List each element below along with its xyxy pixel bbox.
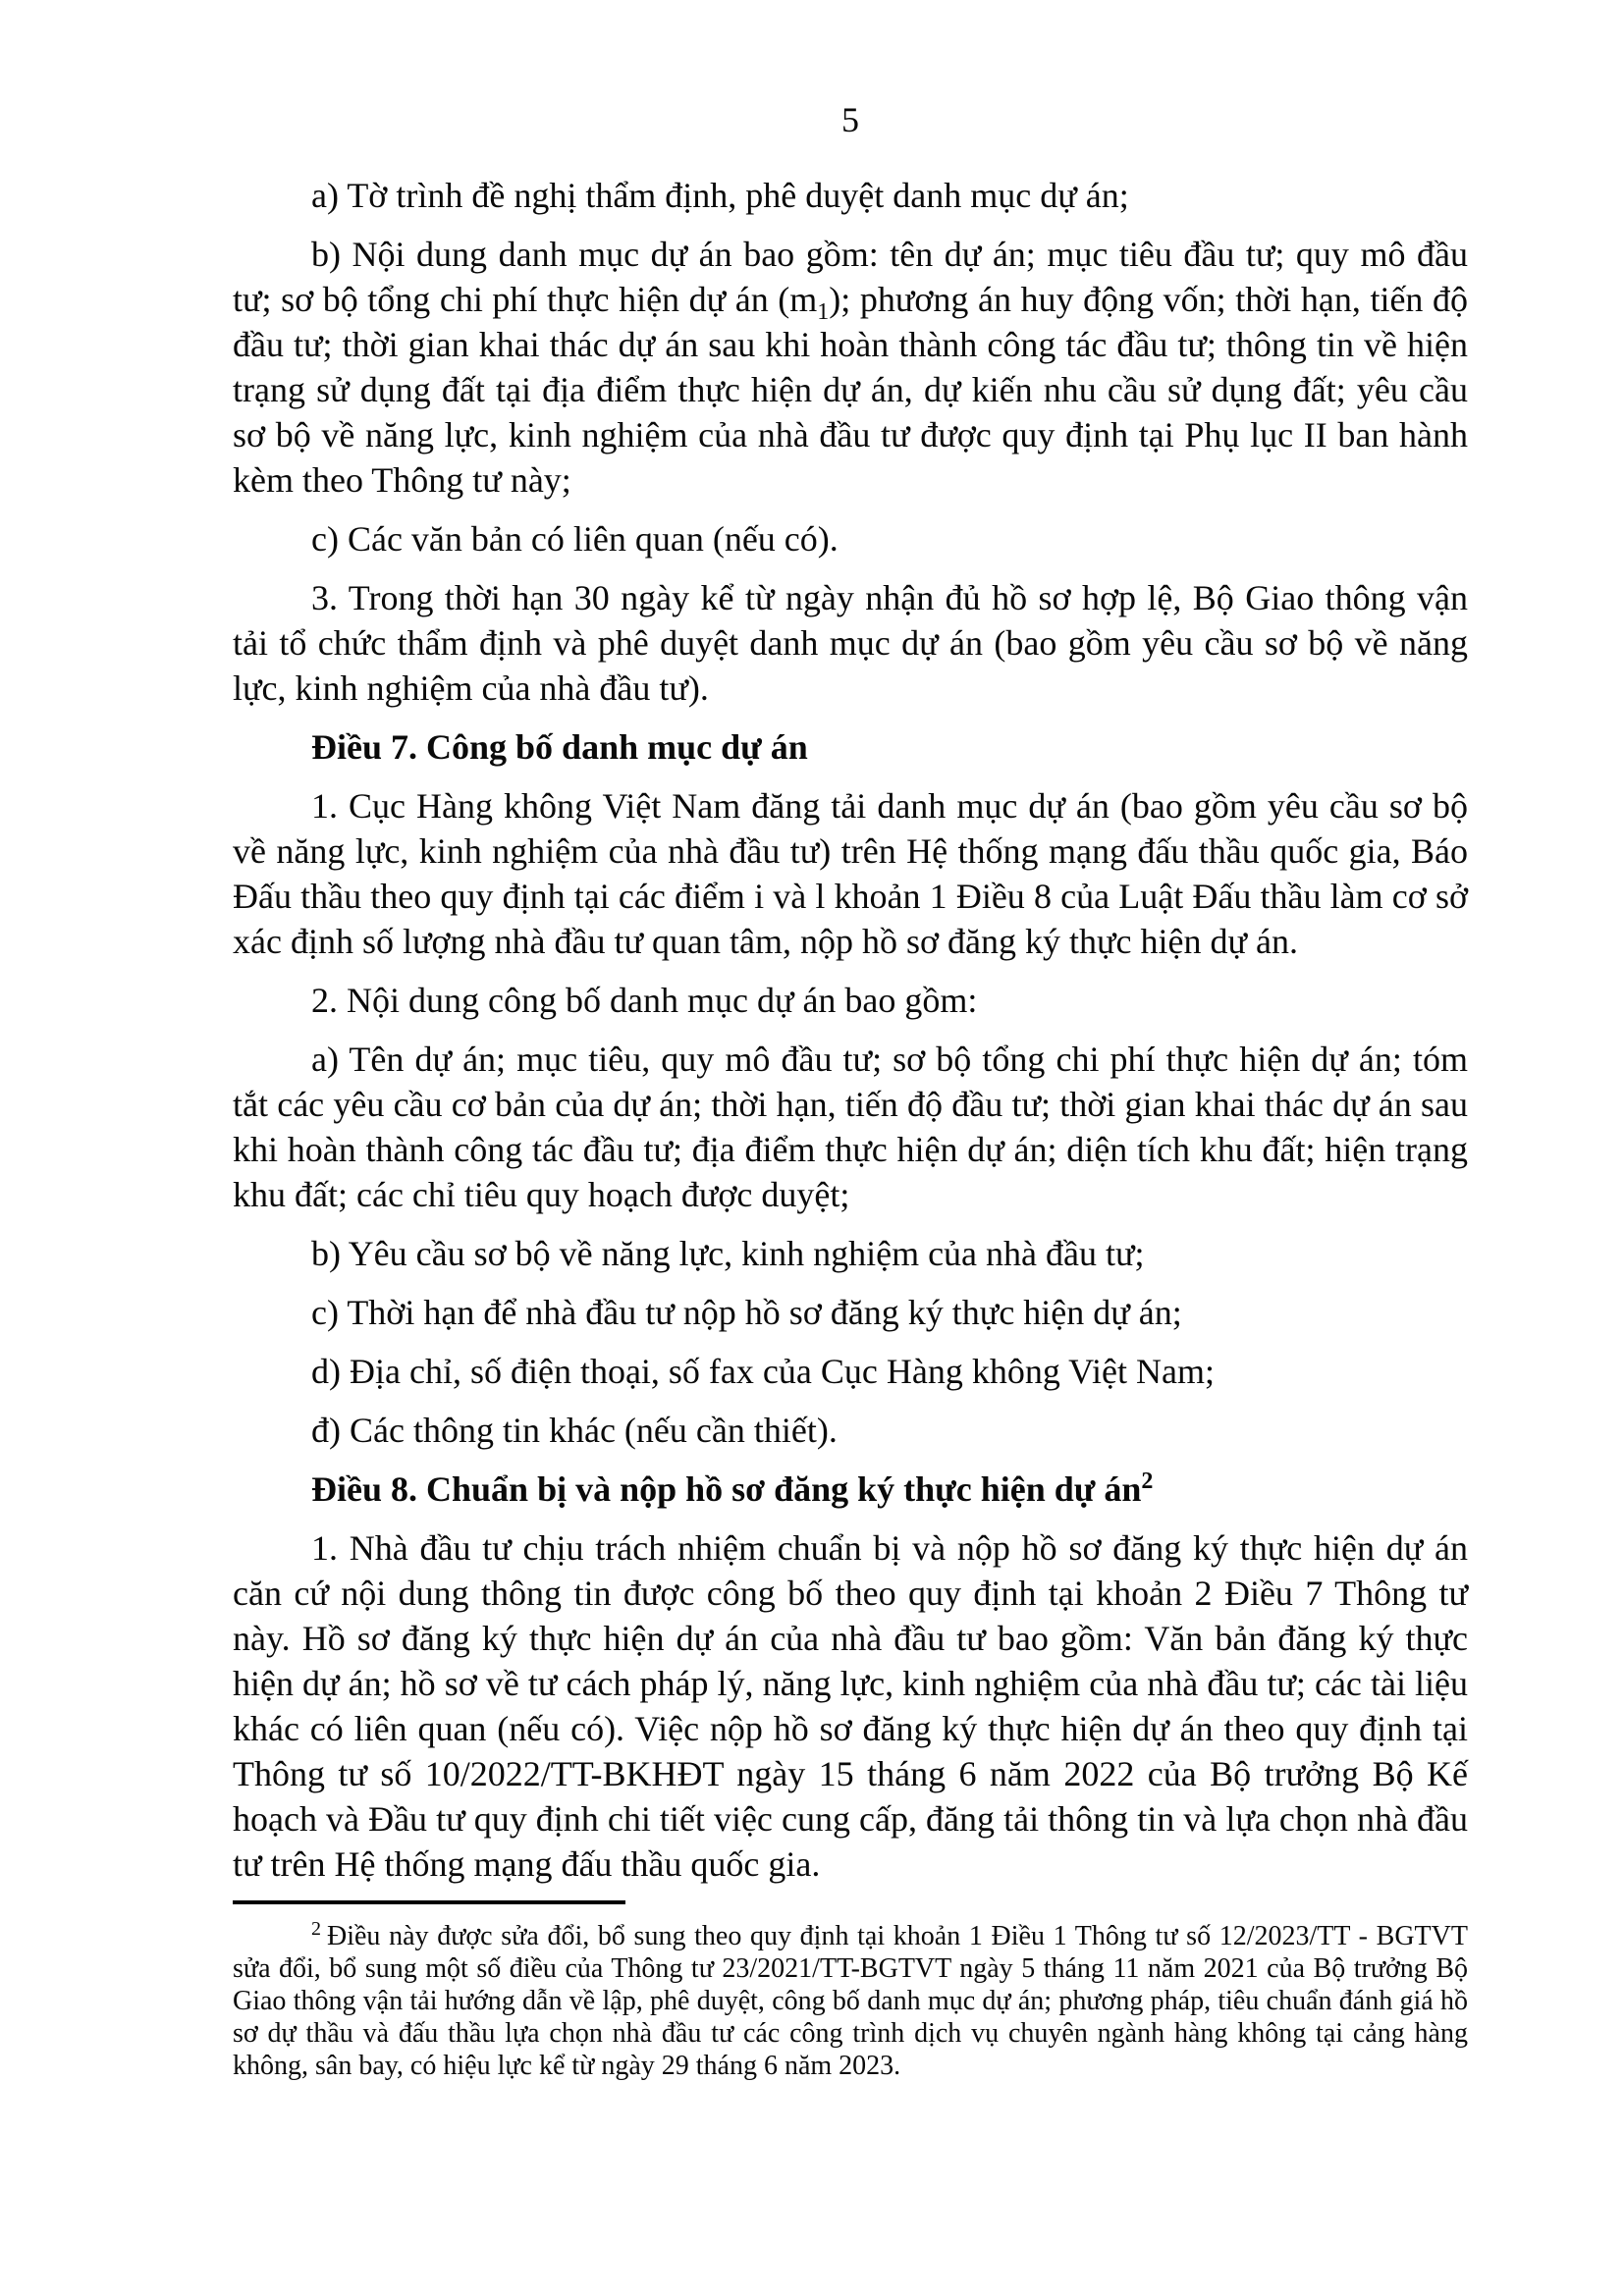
paragraph-article7-point-a: a) Tên dự án; mục tiêu, quy mô đầu tư; sơ bộ tổng chi phí thực hiện dự án; tóm tắt các yêu cầu cơ bản của dự án; thời hạn, tiến độ đầu tư; thời gian khai thác dự án sau khi hoàn thành công tác đầu tư; địa điểm thực hiện dự án; diện tích khu đất; hiện trạng khu đất; các chỉ tiêu quy hoạch được duyệt;: [233, 1040, 1468, 1214]
heading-article-8: [233, 1467, 1468, 1512]
footnote-marker: 2: [311, 1917, 321, 1940]
paragraph-article7-point-dd: đ) Các thông tin khác (nếu cần thiết).: [311, 1411, 838, 1450]
heading-article-8-footnote-ref: 2: [1141, 1468, 1154, 1494]
footnote: [233, 1917, 1468, 2082]
paragraph-article7-clause-1: 1. Cục Hàng không Việt Nam đăng tải danh mục dự án (bao gồm yêu cầu sơ bộ về năng lực, kinh nghiệm của nhà đầu tư) trên Hệ thống mạng đấu thầu quốc gia, Báo Đấu thầu theo quy định tại các điểm i và l khoản 1 Điều 8 của Luật Đấu thầu làm cơ sở xác định số lượng nhà đầu tư quan tâm, nộp hồ sơ đăng ký thực hiện dự án.: [233, 786, 1468, 961]
paragraph-article7-point-b: b) Yêu cầu sơ bộ về năng lực, kinh nghiệm của nhà đầu tư;: [311, 1234, 1145, 1273]
heading-article-8-text: Điều 8. Chuẩn bị và nộp hồ sơ đăng ký thực hiện dự án: [311, 1469, 1142, 1509]
paragraph-article7-point-c: c) Thời hạn để nhà đầu tư nộp hồ sơ đăng ký thực hiện dự án;: [311, 1293, 1182, 1332]
paragraph-article8-clause-1: 1. Nhà đầu tư chịu trách nhiệm chuẩn bị và nộp hồ sơ đăng ký thực hiện dự án căn cứ nội dung thông tin được công bố theo quy định tại khoản 2 Điều 7 Thông tư này. Hồ sơ đăng ký thực hiện dự án của nhà đầu tư bao gồm: Văn bản đăng ký thực hiện dự án; hồ sơ về tư cách pháp lý, năng lực, kinh nghiệm của nhà đầu tư; các tài liệu khác có liên quan (nếu có). Việc nộp hồ sơ đăng ký thực hiện dự án theo quy định tại Thông tư số 10/2022/TT-BKHĐT ngày 15 tháng 6 năm 2022 của Bộ trưởng Bộ Kế hoạch và Đầu tư quy định chi tiết việc cung cấp, đăng tải thông tin và lựa chọn nhà đầu tư trên Hệ thống mạng đấu thầu quốc gia.: [233, 1528, 1468, 1884]
paragraph-point-a: a) Tờ trình đề nghị thẩm định, phê duyệt danh mục dự án;: [311, 176, 1129, 215]
text-column: [233, 97, 1468, 2082]
paragraph-clause-3: 3. Trong thời hạn 30 ngày kể từ ngày nhận đủ hồ sơ hợp lệ, Bộ Giao thông vận tải tổ chức thẩm định và phê duyệt danh mục dự án (bao gồm yêu cầu sơ bộ về năng lực, kinh nghiệm của nhà đầu tư).: [233, 578, 1468, 708]
paragraph-point-c: c) Các văn bản có liên quan (nếu có).: [311, 519, 839, 559]
paragraph-point-b-text-2: ); phương án huy động vốn; thời hạn, tiến độ đầu tư; thời gian khai thác dự án sau khi hoàn thành công tác đầu tư; thông tin về hiện trạng sử dụng đất tại địa điểm thực hiện dự án, dự kiến nhu cầu sử dụng đất; yêu cầu sơ bộ về năng lực, kinh nghiệm của nhà đầu tư được quy định tại Phụ lục II ban hành kèm theo Thông tư này;: [233, 280, 1468, 500]
footnote-text: Điều này được sửa đổi, bổ sung theo quy định tại khoản 1 Điều 1 Thông tư số 12/2023/TT - BGTVT sửa đổi, bổ sung một số điều của Thông tư 23/2021/TT-BGTVT ngày 5 tháng 11 năm 2021 của Bộ trưởng Bộ Giao thông vận tải hướng dẫn về lập, phê duyệt, công bố danh mục dự án; phương pháp, tiêu chuẩn đánh giá hồ sơ dự thầu và đấu thầu lựa chọn nhà đầu tư các công trình dịch vụ chuyên ngành hàng không tại cảng hàng không, sân bay, có hiệu lực kể từ ngày 29 tháng 6 năm 2023.: [233, 1921, 1468, 2081]
paragraph-article7-clause-2: 2. Nội dung công bố danh mục dự án bao gồm:: [311, 981, 978, 1020]
m1-subscript: 1: [817, 299, 830, 326]
footnote-divider: [233, 1900, 625, 1904]
paragraph-point-b-text-1: b) Nội dung danh mục dự án bao gồm: tên dự án; mục tiêu đầu tư; quy mô đầu tư; sơ bộ tổng chi phí thực hiện dự án (m: [233, 235, 1468, 319]
page-number: 5: [841, 100, 859, 139]
paragraph-point-b: [233, 232, 1468, 503]
heading-article-7: Điều 7. Công bố danh mục dự án: [311, 727, 808, 767]
paragraph-article7-point-d: d) Địa chỉ, số điện thoại, số fax của Cục Hàng không Việt Nam;: [311, 1352, 1215, 1391]
